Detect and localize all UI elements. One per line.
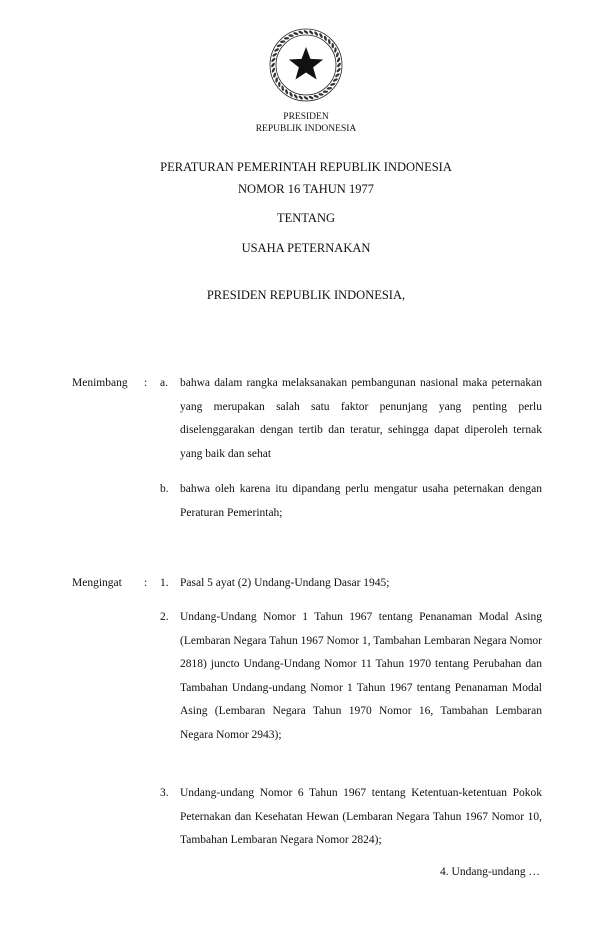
wreath-leaf: [318, 93, 323, 96]
item-text: bahwa oleh karena itu dipandang perlu mengatur usaha peternakan dengan Peraturan Pemerintah;: [180, 483, 542, 519]
wreath-leaf: [280, 40, 286, 43]
wreath-leaf: [337, 62, 342, 68]
wreath-leaf: [303, 30, 309, 35]
menimbang-item-b: [160, 478, 542, 525]
mengingat-item-1: [160, 572, 542, 596]
wreath-leaf: [278, 82, 280, 87]
wreath-leaf: [323, 35, 327, 41]
wreath-leaf: [285, 89, 289, 95]
wreath-leaf: [303, 96, 309, 101]
wreath-leaf: [328, 39, 331, 45]
wreath-leaf: [293, 32, 299, 36]
wreath-leaf: [335, 73, 341, 78]
regulation-title: PERATURAN PEMERINTAH REPUBLIK INDONESIA: [160, 160, 452, 174]
wreath-leaf: [271, 62, 276, 68]
wreath-leaf: [336, 67, 341, 72]
regulation-number: NOMOR 16 TAHUN 1977: [238, 182, 374, 196]
mengingat-label: Mengingat: [72, 577, 122, 589]
wreath-leaf: [334, 47, 337, 52]
item-marker: b.: [160, 483, 169, 495]
item-text: bahwa dalam rangka melaksanakan pembangunan nasional maka peternakan yang merupakan salah satu faktor penunjang yang penting perlu diselenggarakan dengan tertib dan teratur, sehingga dapat diperoleh ternak yang baik dan sehat: [180, 377, 542, 460]
wreath-leaf: [276, 44, 282, 48]
wreath-leaf: [274, 48, 280, 53]
wreath-leaf: [327, 87, 333, 90]
wreath-leaf: [293, 94, 298, 100]
regulation-subject: USAHA PETERNAKAN: [241, 241, 371, 255]
wreath-leaf: [323, 90, 328, 92]
wreath-leaf: [281, 86, 284, 92]
wreath-leaf: [308, 30, 313, 35]
item-marker: 1.: [160, 577, 169, 589]
wreath-leaf: [331, 43, 333, 48]
wreath-leaf: [275, 77, 278, 82]
wreath-leaf: [288, 34, 293, 37]
wreath-leaf: [298, 30, 304, 34]
item-text: Undang-Undang Nomor 1 Tahun 1967 tentang Penanaman Modal Asing (Lembaran Negara Tahun 1967 Nomor 1, Tambahan Lembaran Negara Nomor 2818) juncto Undang-Undang Nomor 11 Tahun 1970 tentang Perubahan dan Tambahan Undang-undang Nomor 1 Tahun 1967 tentang Penanaman Modal Asing (Lembaran Negara Tahun 1970 Nomor 16, Tambahan Lembaran Negara Nomor 2943);: [180, 611, 542, 741]
wreath-leaf: [271, 67, 275, 73]
item-marker: 2.: [160, 611, 169, 623]
menimbang-label: Menimbang: [72, 377, 128, 389]
menimbang-item-a: [160, 372, 542, 466]
item-text: Undang-undang Nomor 6 Tahun 1967 tentang Ketentuan-ketentuan Pokok Peternakan dan Kesehatan Hewan (Lembaran Negara Tahun 1967 Nomor 10, Tambahan Lembaran Negara Nomor 2824);: [180, 787, 542, 846]
mengingat-item-2: [160, 606, 542, 747]
wreath-leaf: [308, 95, 314, 99]
wreath-leaf: [289, 92, 294, 98]
wreath-leaf: [330, 82, 336, 86]
wreath-leaf: [333, 78, 339, 83]
wreath-leaf: [284, 37, 289, 39]
wreath-leaf: [313, 94, 319, 98]
wreath-leaf: [314, 31, 319, 37]
header-republik: REPUBLIK INDONESIA: [255, 124, 357, 134]
mengingat-colon: :: [144, 577, 148, 589]
wreath-leaf: [319, 33, 324, 39]
item-marker: 3.: [160, 787, 169, 799]
wreath-leaf: [273, 72, 277, 78]
wreath-leaf: [271, 57, 276, 62]
item-text: Pasal 5 ayat (2) Undang-Undang Dasar 1945;: [180, 577, 390, 589]
wreath-leaf: [272, 52, 278, 57]
wreath-leaf: [335, 52, 339, 58]
garuda-star-wreath-emblem-icon: [267, 26, 345, 104]
mengingat-item-3: [160, 782, 542, 853]
page-continuation: 4. Undang-undang …: [440, 866, 540, 878]
president-heading: PRESIDEN REPUBLIK INDONESIA,: [206, 288, 406, 302]
wreath-leaf: [336, 57, 340, 63]
menimbang-colon: :: [144, 377, 148, 389]
regulation-tentang: TENTANG: [276, 211, 335, 225]
wreath-leaf: [298, 95, 303, 100]
header-presiden: PRESIDEN: [283, 112, 329, 122]
item-marker: a.: [160, 377, 168, 389]
